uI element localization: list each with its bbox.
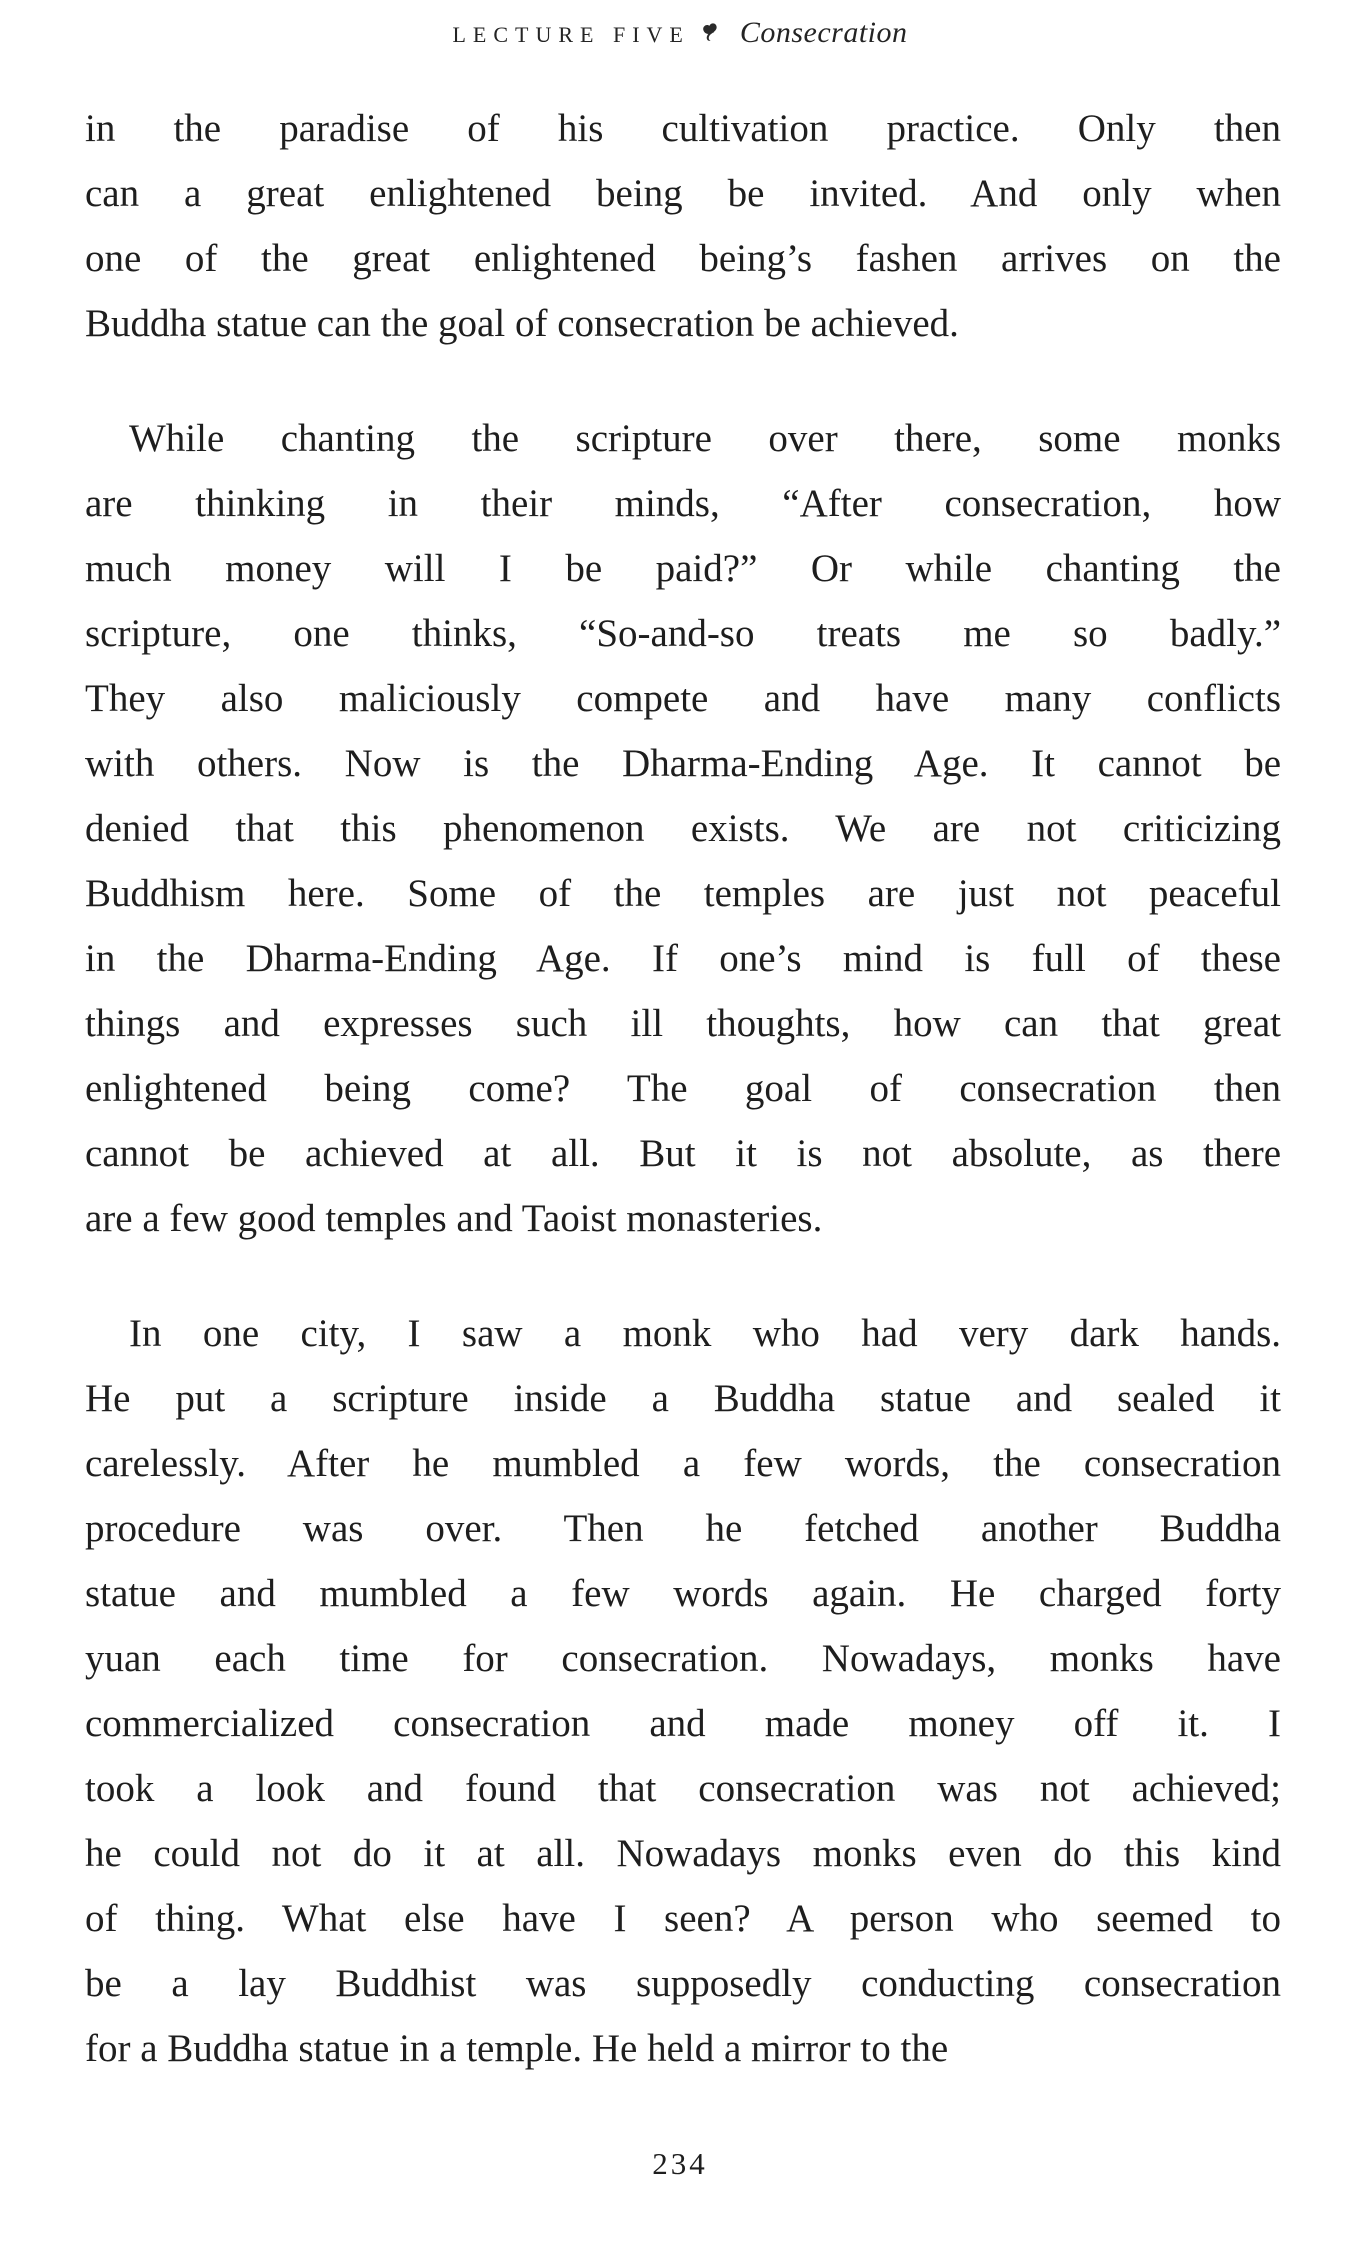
lecture-label: LECTURE FIVE [452, 22, 690, 47]
text-line: statue and mumbled a few words again. He charged forty [85, 1572, 1281, 1615]
text-line: of thing. What else have I seen? A person who seemed to [85, 1897, 1281, 1940]
paragraph [85, 96, 1281, 356]
text-line: for a Buddha statue in a temple. He held a mirror to the [85, 2027, 949, 2070]
text-line: enlightened being come? The goal of consecration then [85, 1067, 1281, 1110]
text-line: yuan each time for consecration. Nowadays, monks have [85, 1637, 1281, 1680]
text-line: things and expresses such ill thoughts, how can that great [85, 1002, 1281, 1045]
text-line: While chanting the scripture over there, some monks [129, 417, 1281, 460]
text-line: scripture, one thinks, “So-and-so treats me so badly.” [85, 612, 1281, 655]
text-line: commercialized consecration and made money off it. I [85, 1702, 1281, 1745]
page-body-text [85, 96, 1281, 2081]
text-line: Buddha statue can the goal of consecration be achieved. [85, 302, 959, 345]
hedera-leaf-icon [700, 21, 726, 50]
text-line: took a look and found that consecration was not achieved; [85, 1767, 1281, 1810]
paragraph [85, 406, 1281, 1251]
text-line: one of the great enlightened being’s fashen arrives on the [85, 237, 1281, 280]
running-head [0, 16, 1360, 50]
text-line: in the Dharma-Ending Age. If one’s mind is full of these [85, 937, 1281, 980]
text-line: are thinking in their minds, “After consecration, how [85, 482, 1281, 525]
text-line: In one city, I saw a monk who had very dark hands. [129, 1312, 1281, 1355]
text-line: cannot be achieved at all. But it is not absolute, as there [85, 1132, 1281, 1175]
text-line: can a great enlightened being be invited. And only when [85, 172, 1281, 215]
text-line: Buddhism here. Some of the temples are just not peaceful [85, 872, 1281, 915]
chapter-title: Consecration [739, 16, 908, 49]
page-number: 234 [652, 2146, 708, 2181]
text-line: carelessly. After he mumbled a few words, the consecration [85, 1442, 1281, 1485]
text-line: They also maliciously compete and have many conflicts [85, 677, 1281, 720]
text-line: He put a scripture inside a Buddha statue and sealed it [85, 1377, 1281, 1420]
paragraph [85, 1301, 1281, 2081]
text-line: much money will I be paid?” Or while chanting the [85, 547, 1281, 590]
text-line: denied that this phenomenon exists. We are not criticizing [85, 807, 1281, 850]
text-line: be a lay Buddhist was supposedly conducting consecration [85, 1962, 1281, 2005]
text-line: in the paradise of his cultivation practice. Only then [85, 107, 1281, 150]
text-line: are a few good temples and Taoist monasteries. [85, 1197, 823, 1240]
text-line: procedure was over. Then he fetched another Buddha [85, 1507, 1281, 1550]
text-line: with others. Now is the Dharma-Ending Age. It cannot be [85, 742, 1281, 785]
text-line: he could not do it at all. Nowadays monks even do this kind [85, 1832, 1281, 1875]
